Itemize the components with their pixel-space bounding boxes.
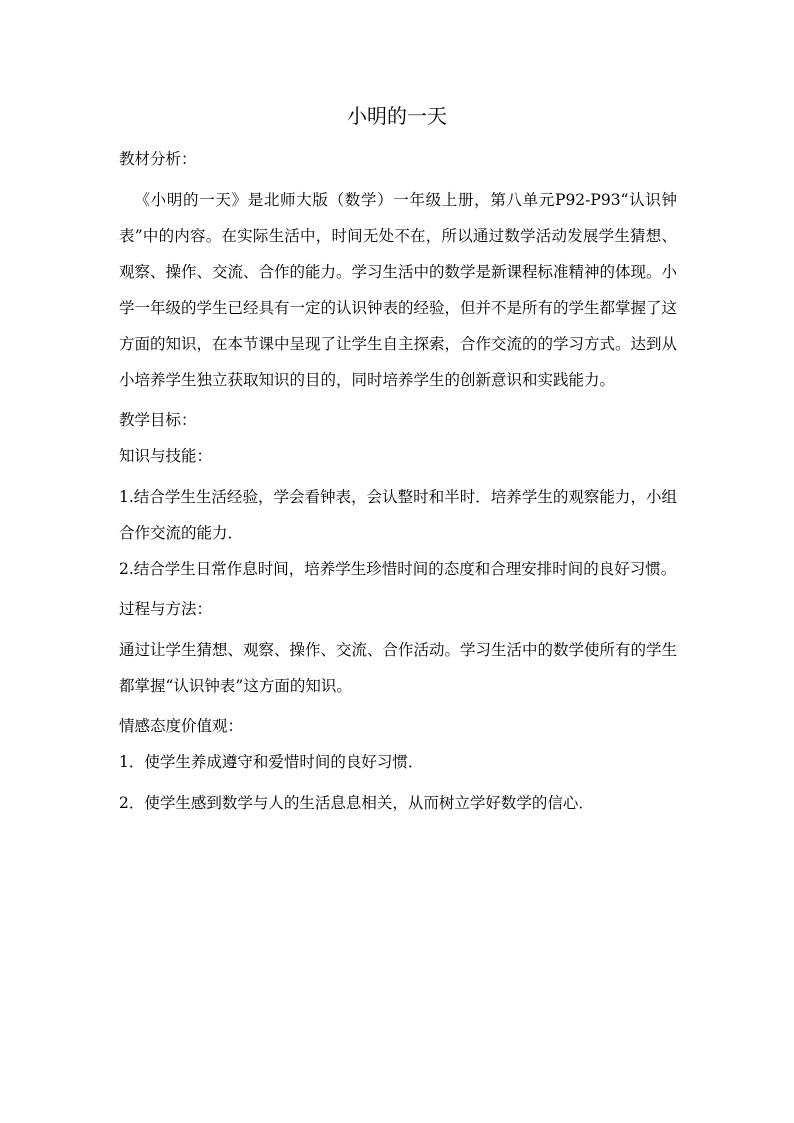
attitude-item-2: 2．使学生感到数学与人的生活息息相关，从而树立学好数学的信心． <box>119 794 594 812</box>
document-body <box>119 146 677 821</box>
attitude-heading: 情感态度价值观： <box>119 717 244 735</box>
knowledge-item-1: 1.结合学生生活经验，学会看钟表，会认整时和半时．培养学生的观察能力，小组合作交流的能力． <box>119 488 677 542</box>
analysis-heading: 教材分析： <box>119 150 197 168</box>
goals-heading: 教学目标： <box>119 411 197 429</box>
document-title: 小明的一天 <box>347 104 447 128</box>
knowledge-heading: 知识与技能： <box>119 447 213 465</box>
knowledge-item-2: 2.结合学生日常作息时间，培养学生珍惜时间的态度和合理安排时间的良好习惯。 <box>119 560 677 578</box>
process-heading: 过程与方法： <box>119 600 213 618</box>
analysis-paragraph: 《小明的一天》是北师大版（数学）一年级上册，第八单元P92-P93“认识钟表”中的内容。在实际生活中，时间无处不在，所以通过数学活动发展学生猜想、观察、操作、交流、合作的能力。学习生活中的数学是新课程标准精神的体现。小学一年级的学生已经具有一定的认识钟表的经验，但并不是所有的学生都掌握了这方面的知识，在本节课中呈现了让学生自主探索，合作交流的的学习方式。达到从小培养学生独立获取知识的目的，同时培养学生的创新意识和实践能力。 <box>119 191 678 389</box>
process-paragraph: 通过让学生猜想、观察、操作、交流、合作活动。学习生活中的数学使所有的学生都掌握“认识钟表”这方面的知识。 <box>119 641 678 695</box>
attitude-item-1: 1．使学生养成遵守和爱惜时间的良好习惯． <box>119 753 424 771</box>
